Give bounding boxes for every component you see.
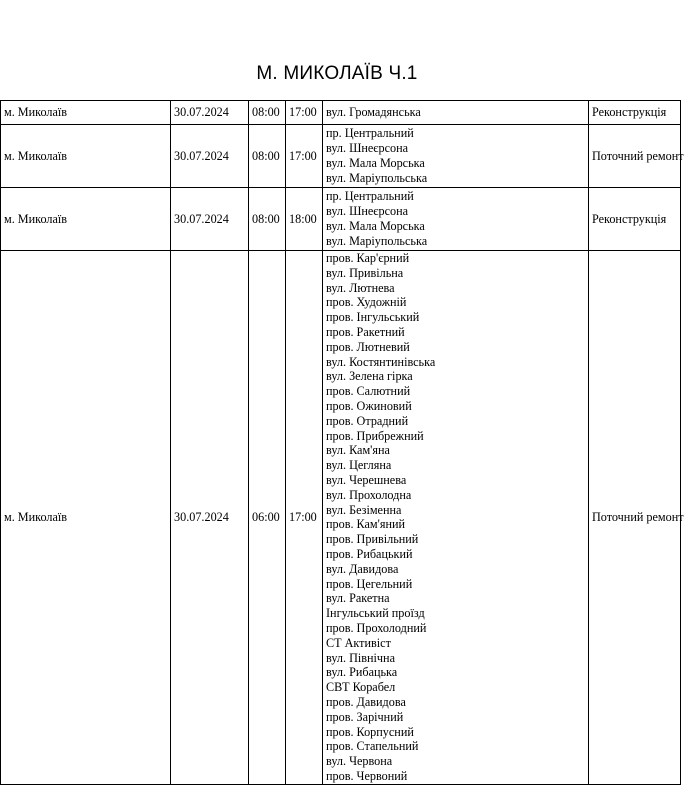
street-item: вул. Костянтинівська xyxy=(326,354,436,369)
street-item: пров. Кар'єрний xyxy=(326,251,410,265)
end-time-cell: 17:00 xyxy=(286,101,323,125)
street-item: пров. Стапельний xyxy=(326,739,419,754)
street-item: СВТ Корабел xyxy=(326,680,396,695)
end-time-cell: 17:00 xyxy=(286,125,323,188)
street-item: вул. Кам'яна xyxy=(326,443,390,458)
street-item: вул. Безіменна xyxy=(326,502,402,517)
date-cell: 30.07.2024 xyxy=(171,101,249,125)
street-item: вул. Рибацька xyxy=(326,665,398,680)
street-item: пров. Ожиновий xyxy=(326,398,412,413)
street-item: вул. Прохолодна xyxy=(326,487,412,502)
date-cell: 30.07.2024 xyxy=(171,125,249,188)
end-time-cell: 17:00 xyxy=(286,251,323,785)
streets-cell xyxy=(323,188,589,251)
table-row xyxy=(1,101,681,125)
street-item: вул. Шнеєрсона xyxy=(326,141,409,156)
street-item: вул. Мала Морська xyxy=(326,156,425,170)
start-time-cell: 08:00 xyxy=(249,101,286,125)
street-item: вул. Північна xyxy=(326,650,395,665)
streets-cell xyxy=(323,101,589,125)
start-time-cell: 06:00 xyxy=(249,251,286,785)
document-title: М. МИКОЛАЇВ Ч.1 xyxy=(256,63,418,84)
street-item: пров. Давидова xyxy=(326,694,406,709)
street-item: пр. Центральний xyxy=(326,126,414,141)
table-row xyxy=(1,251,681,785)
street-item: пров. Кам'яний xyxy=(326,517,406,532)
street-item: вул. Зелена гірка xyxy=(326,369,413,384)
work-type-cell: Реконструкція xyxy=(589,188,681,251)
table-row xyxy=(1,188,681,251)
start-time-cell: 08:00 xyxy=(249,125,286,188)
schedule-table-body xyxy=(1,101,684,785)
work-type-cell: Реконструкція xyxy=(589,101,681,125)
start-time-cell: 08:00 xyxy=(249,188,286,251)
street-item: пров. Художній xyxy=(326,295,407,310)
street-item: пров. Отрадний xyxy=(326,413,409,428)
street-item: вул. Червона xyxy=(326,754,393,769)
street-item: вул. Маріупольська xyxy=(326,170,428,185)
street-item: пров. Рибацький xyxy=(326,546,413,561)
street-item: пров. Цегельний xyxy=(326,576,413,591)
date-cell: 30.07.2024 xyxy=(171,188,249,251)
street-item: вул. Громадянська xyxy=(326,105,421,120)
street-item: пров. Ракетний xyxy=(326,324,405,339)
street-item: вул. Цегляна xyxy=(326,458,392,473)
work-type-cell: Поточний ремонт xyxy=(589,251,681,785)
street-item: вул. Лютнева xyxy=(326,280,395,295)
street-item: пров. Салютний xyxy=(326,384,411,399)
table-row xyxy=(1,125,681,188)
outage-schedule-table xyxy=(0,100,684,785)
city-cell: м. Миколаїв xyxy=(1,125,171,188)
street-item: вул. Давидова xyxy=(326,561,399,576)
street-item: пр. Центральний xyxy=(326,189,414,204)
city-cell: м. Миколаїв xyxy=(1,101,171,125)
city-cell: м. Миколаїв xyxy=(1,188,171,251)
street-item: вул. Маріупольська xyxy=(326,233,428,248)
street-item: пров. Лютневий xyxy=(326,339,410,354)
date-cell: 30.07.2024 xyxy=(171,251,249,785)
streets-cell xyxy=(323,251,589,785)
street-item: вул. Черешнева xyxy=(326,472,407,487)
street-item: пров. Інгульський xyxy=(326,310,420,325)
streets-cell xyxy=(323,125,589,188)
street-item: Інгульський проїзд xyxy=(326,606,425,621)
street-item: пров. Червоний xyxy=(326,768,408,783)
street-item: пров. Прибрежний xyxy=(326,428,424,443)
street-item: вул. Ракетна xyxy=(326,591,390,606)
street-item: пров. Прохолодний xyxy=(326,620,427,635)
end-time-cell: 18:00 xyxy=(286,188,323,251)
street-item: пров. Привільний xyxy=(326,532,419,547)
city-cell: м. Миколаїв xyxy=(1,251,171,785)
street-item: СТ Активіст xyxy=(326,635,391,650)
street-item: вул. Мала Морська xyxy=(326,219,425,233)
street-item: пров. Зарічний xyxy=(326,709,404,724)
work-type-cell: Поточний ремонт xyxy=(589,125,681,188)
street-item: пров. Корпусний xyxy=(326,724,414,739)
street-item: вул. Привільна xyxy=(326,265,404,280)
street-item: вул. Шнеєрсона xyxy=(326,204,409,219)
